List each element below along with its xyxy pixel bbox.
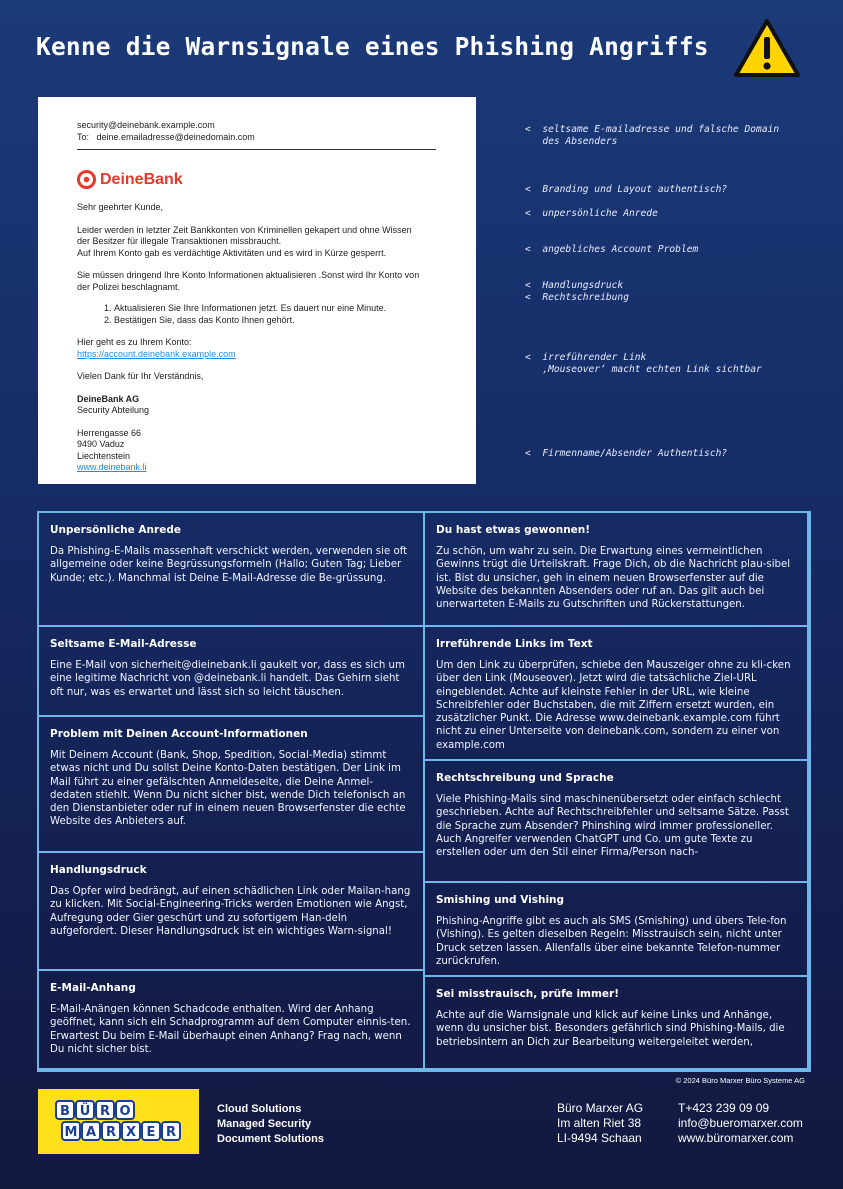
tip-title: Sei misstrauisch, prüfe immer! [436,988,620,1000]
company-address: Büro Marxer AG Im alten Riet 38 LI-9494 Schaan [557,1101,644,1145]
tip-title: Problem mit Deinen Account-Informationen [50,728,308,740]
annotation-salutation: < unpersönliche Anrede [525,208,658,219]
tip-text: Mit Deinem Account (Bank, Shop, Spedition, Social-Media) stimmt etwas nicht und Du sollst Deine Konto-Daten bestätigen. Der Link im Mail führt zu einer gefälschten Anmeldeseite, die Deine Anmel-dedaten stiehlt. Wenn Du nicht sicher bist, wende Dich telefonisch an den Dienstanbieter oder ruf in einem neuen Browserfenster die echte Website des Anbieters auf. [50,750,406,828]
email-header [77,120,436,150]
email-website-link[interactable]: www.deinebank.li [77,462,147,472]
email-from: security@deinebank.example.com [77,120,215,130]
tip-title: Du hast etwas gewonnen! [436,524,591,536]
email-step: 2. Bestätigen Sie, dass das Konto Ihnen gehört. [114,315,436,327]
tip-card [423,881,811,977]
svg-text:R: R [99,1104,111,1119]
warning-triangle-icon [733,17,801,79]
target-logo-icon [77,170,96,189]
logo-keys [38,1089,199,1154]
svg-text:X: X [125,1125,137,1140]
annotation-pressure-spelling: < Handlungsdruck < Rechtschreibung [525,280,629,303]
phishing-email-example [38,97,476,484]
logo-key [116,1101,134,1119]
tip-text: Da Phishing-E-Mails massenhaft verschickt werden, verwenden sie oft allgemeine oder keine Begrüssungsformeln (Hallo; Guten Tag; Lieber Kunde; etc.). Manchmal ist Deine E-Mail-Adresse die Be-grüssung. [50,546,408,584]
svg-text:R: R [165,1125,177,1140]
annotation-misleading-link: < irreführender Link ‚Mouseover‘ macht echten Link sichtbar [525,352,762,375]
annotation-branding: < Branding und Layout authentisch? [525,184,728,195]
tip-title: E-Mail-Anhang [50,982,136,994]
tip-title: Smishing und Vishing [436,894,565,906]
tip-text: Viele Phishing-Mails sind maschinenübersetzt oder einfach schlecht geschrieben. Achte auf Rechtschreibfehler und seltsame Sätze. Passt die Sprache zum Absender? Phinshing wird immer professioneller. Auch Angreifer verwenden ChatGPT und Co. um gute Texte zu erstellen oder um den Stil einer Firma/Person nach- [436,794,789,859]
tip-card [37,851,425,971]
tip-title: Rechtschreibung und Sprache [436,772,614,784]
tip-card [423,511,811,627]
svg-text:R: R [105,1125,117,1140]
phone-number[interactable]: T+423 239 09 09 [678,1101,770,1115]
logo-key [142,1122,160,1140]
annotation-account-problem: < angebliches Account Problem [525,244,699,255]
email-link[interactable]: info@bueromarxer.com [678,1115,803,1130]
annotation-company-sender: < Firmenname/Absender Authentisch? [525,448,728,459]
logo-key [122,1122,140,1140]
email-paragraph-1: Leider werden in letzter Zeit Bankkonten von Kriminellen gekapert und ohne Wissen der Besitzer für illegale Transaktionen missbraucht. Auf Ihrem Konto gab es verdächtige Aktivitäten und es wird in Kürze gesperrt. [77,224,412,258]
tip-text: Phishing-Angriffe gibt es auch als SMS (Smishing) und übers Tele-fon (Vishing). Es gelten dieselben Regeln: Misstrauisch sein, nicht unter Druck setzen lassen. Allenfalls über eine bekannte Telefon-nummer zurückrufen. [436,916,787,967]
logo-key [76,1101,94,1119]
tip-card [423,975,811,1072]
email-phishing-link[interactable]: https://account.deinebank.example.com [77,348,236,359]
tip-text: Das Opfer wird bedrängt, auf einen schädlichen Link oder Mailan-hang zu klicken. Mit Social-Engineering-Tricks werden Emotionen wie Angst, Aufregung oder Gier geschürt und zu sofortigem Han-deln aufgefordert. Dieser Handlungsdruck ist ein wichtiges Warn-signal! [50,886,411,937]
logo-key [162,1122,180,1140]
email-address: Herrengasse 66 9490 Vaduz Liechtenstein www.deinebank.li [77,427,147,472]
tip-title: Seltsame E-Mail-Adresse [50,638,197,650]
svg-text:O: O [119,1104,131,1119]
svg-text:Ü: Ü [79,1104,91,1119]
tip-text: Achte auf die Warnsignale und klick auf keine Links und Anhänge, wenn du unsicher bist. Besonders gefährlich sind Phishing-Mails, die betriebsintern an Dich zur Bearbeitung weitergeleitet werden, [436,1010,785,1048]
tip-card [37,969,425,1072]
tip-card [37,715,425,853]
tip-card [37,511,425,627]
email-to: To: deine.emailadresse@deinedomain.com [77,131,255,142]
website-link[interactable]: www.büromarxer.com [678,1130,794,1145]
page-title: Kenne die Warnsignale eines Phishing Angriffs [36,32,709,61]
copyright: © 2024 Büro Marxer Büro Systeme AG [675,1076,805,1085]
company-contact [678,1101,803,1145]
logo-key [102,1122,120,1140]
email-greeting: Sehr geehrter Kunde, [77,202,164,212]
svg-text:B: B [60,1104,70,1119]
tip-text: Eine E-Mail von sicherheit@dieinebank.li gaukelt vor, dass es sich um eine legitime Nachricht von @deinebank.li handelt. Das Gehirn sieht oft nur, was es erwartet und lässt sich so leicht täuschen. [50,660,405,698]
tip-title: Unpersönliche Anrede [50,524,181,536]
tip-text: Zu schön, um wahr zu sein. Die Erwartung eines vermeintlichen Gewinns trügt die Urteilskraft. Frage Dich, ob die Nachricht plau-sibel ist. Bist du unsicher, geh in einem neuen Browserfenster auf die Website des bekannten Absenders oder ruf an. Das gilt auch bei unerwarteten E-Mails zu Gutschriften und Rückerstattungen. [436,546,791,611]
logo-key [96,1101,114,1119]
tip-text: Um den Link zu überprüfen, schiebe den Mauszeiger ohne zu kli-cken über den Link (Mouseover). Jetzt wird die tatsächliche Ziel-URL eingeblendet. Achte auf kleinste Fehler in der URL, wie kleine Schreibfehler oder Buchstaben, die mit Ziffern ersetzt wurden, ein zusätzlicher Punkt. Die Adresse www.deinebank.example.com führt nicht zu einer Unterseite von deinebank.com, sondern zu einer von example.com [436,660,791,751]
tip-title: Handlungsdruck [50,864,147,876]
svg-text:E: E [146,1125,156,1140]
deinebank-logo: DeineBank [77,170,436,189]
logo-key [82,1122,100,1140]
svg-text:A: A [85,1125,97,1140]
service-item: Managed Security [217,1117,312,1130]
email-link-block: Hier geht es zu Ihrem Konto: https://account.deinebank.example.com [77,337,236,359]
email-thanks: Vielen Dank für Ihr Verständnis, [77,371,204,381]
tip-title: Irreführende Links im Text [436,638,593,650]
tip-card [423,759,811,883]
logo-key [56,1101,74,1119]
email-step: 1. Aktualisieren Sie Ihre Informationen jetzt. Es dauert nur eine Minute. [114,303,436,315]
tip-text: E-Mail-Anängen können Schadcode enthalten. Wird der Anhang geöffnet, kann sich ein Schadprogramm auf dem Computer einnis-ten. Erwartest Du beim E-Mail überhaupt einen Anhang? Frag nach, wenn Du nicht sicher bist. [50,1004,411,1055]
email-steps [114,303,436,326]
tip-card [37,625,425,717]
bueromarxer-logo [38,1089,199,1154]
service-item: Cloud Solutions [217,1103,302,1115]
svg-text:M: M [64,1125,78,1140]
email-signature: DeineBank AG Security Abteilung [77,393,150,415]
logo-key [62,1122,80,1140]
email-paragraph-2: Sie müssen dringend Ihre Konto Informationen aktualisieren .Sonst wird Ihr Konto von der Polizei beschlagnamt. [77,270,420,292]
annotation-sender: < seltsame E-mailadresse und falsche Domain des Absenders [525,124,780,147]
tip-card [423,625,811,761]
service-item: Document Solutions [217,1132,324,1145]
tips-grid [37,511,809,1070]
services-list [217,1102,324,1146]
